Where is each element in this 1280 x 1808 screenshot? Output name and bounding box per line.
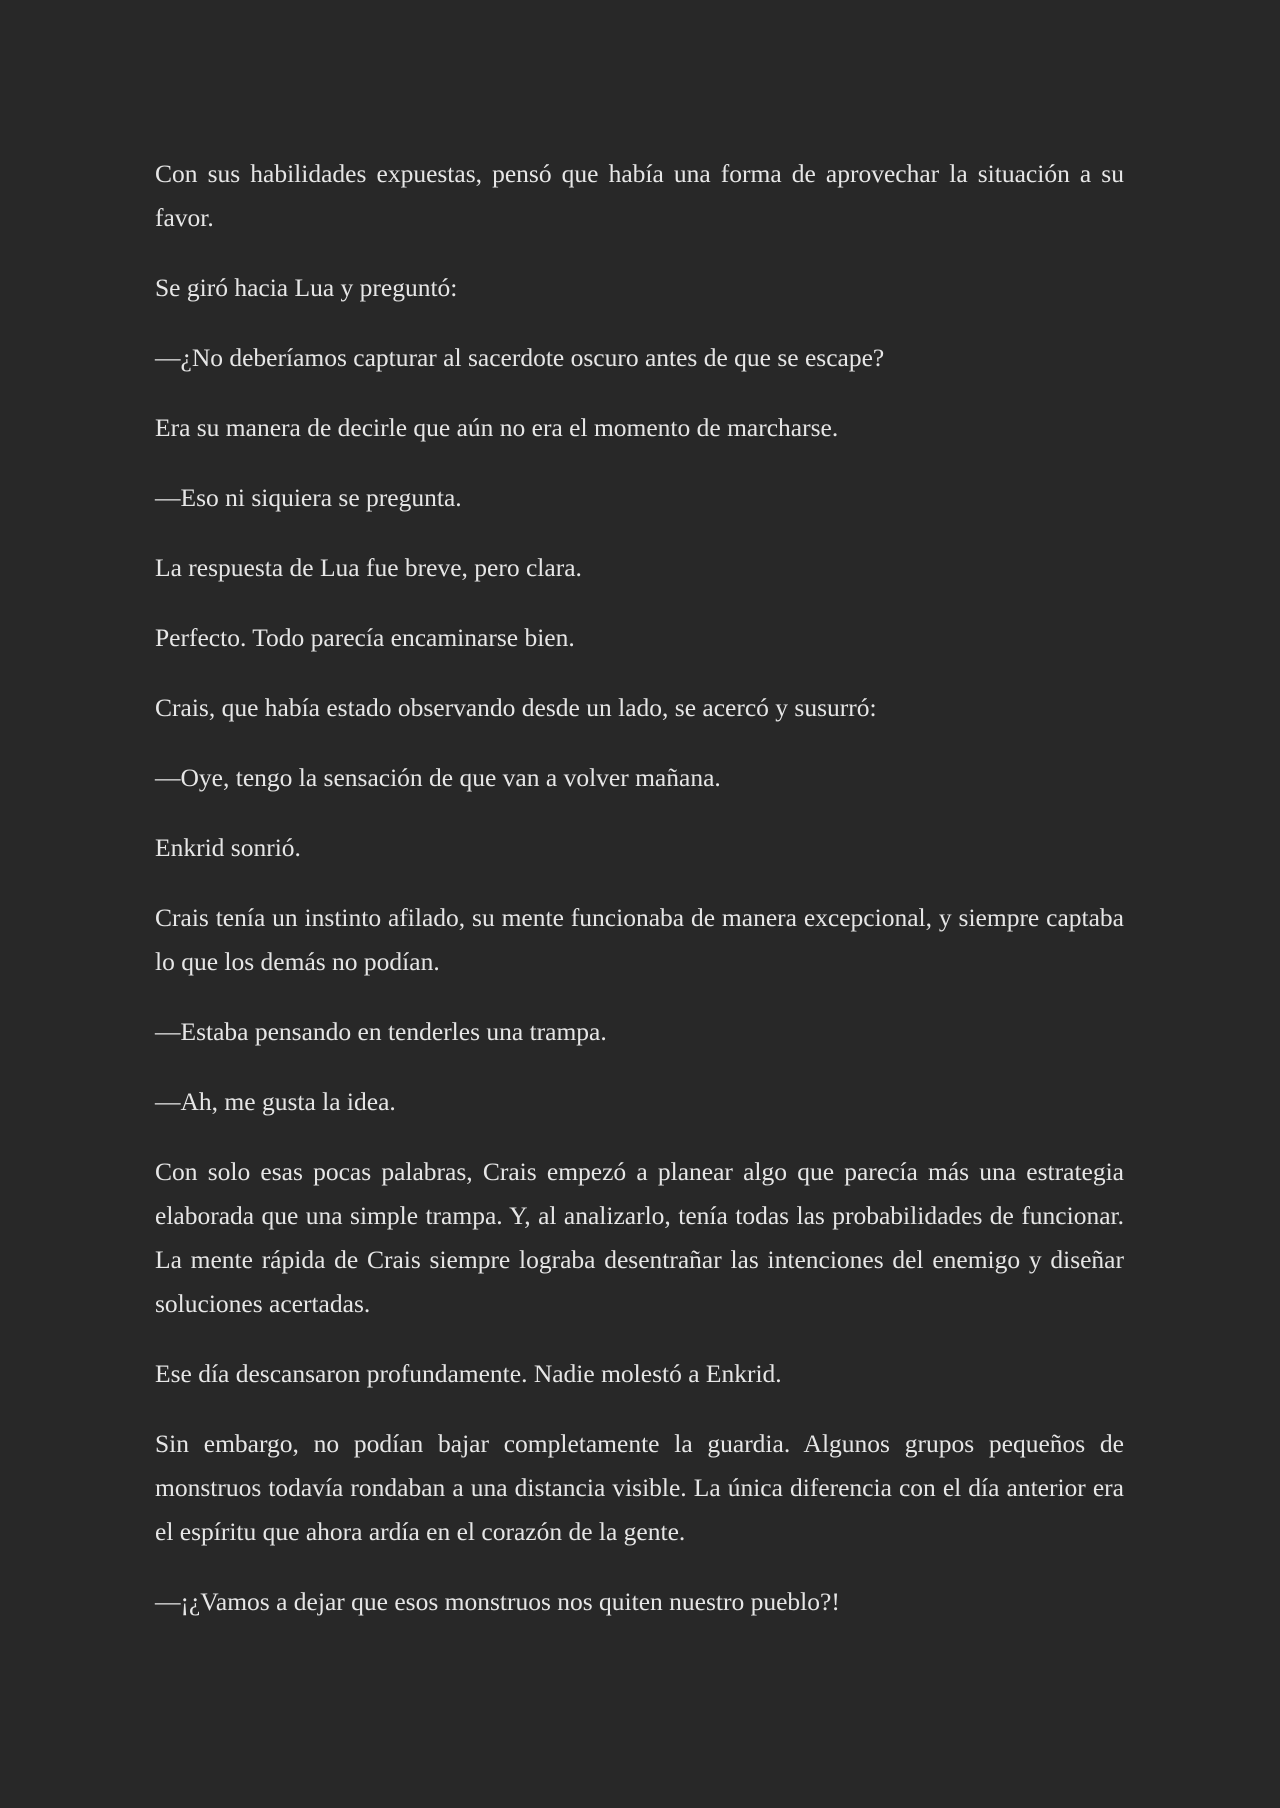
paragraph: —Eso ni siquiera se pregunta. [155, 483, 462, 512]
paragraph: Sin embargo, no podían bajar completamente la guardia. Algunos grupos pequeños de monstruos todavía rondaban a una distancia visible. La única diferencia con el día anterior era el espíritu que ahora ardía en el corazón de la gente. [155, 1429, 1124, 1546]
paragraph: La respuesta de Lua fue breve, pero clara. [155, 553, 582, 582]
paragraph: Ese día descansaron profundamente. Nadie molestó a Enkrid. [155, 1359, 782, 1388]
paragraph: Crais, que había estado observando desde un lado, se acercó y susurró: [155, 693, 877, 722]
paragraph: Con sus habilidades expuestas, pensó que había una forma de aprovechar la situación a su favor. [155, 159, 1124, 232]
paragraph: —Ah, me gusta la idea. [155, 1087, 396, 1116]
paragraph: —¡¿Vamos a dejar que esos monstruos nos quiten nuestro pueblo?! [155, 1587, 840, 1616]
paragraph: —¿No deberíamos capturar al sacerdote oscuro antes de que se escape? [155, 343, 885, 372]
paragraph: Enkrid sonrió. [155, 833, 301, 862]
paragraph: Con solo esas pocas palabras, Crais empezó a planear algo que parecía más una estrategia elaborada que una simple trampa. Y, al analizarlo, tenía todas las probabilidades de funcionar. La mente rápida de Crais siempre lograba desentrañar las intenciones del enemigo y diseñar soluciones acertadas. [155, 1157, 1124, 1318]
paragraph: —Estaba pensando en tenderles una trampa. [155, 1017, 607, 1046]
paragraph: Se giró hacia Lua y preguntó: [155, 273, 458, 302]
paragraph: Era su manera de decirle que aún no era el momento de marcharse. [155, 413, 839, 442]
chapter-text [155, 152, 1124, 1624]
paragraph: Crais tenía un instinto afilado, su mente funcionaba de manera excepcional, y siempre captaba lo que los demás no podían. [155, 903, 1124, 976]
paragraph: —Oye, tengo la sensación de que van a volver mañana. [155, 763, 721, 792]
paragraph: Perfecto. Todo parecía encaminarse bien. [155, 623, 575, 652]
